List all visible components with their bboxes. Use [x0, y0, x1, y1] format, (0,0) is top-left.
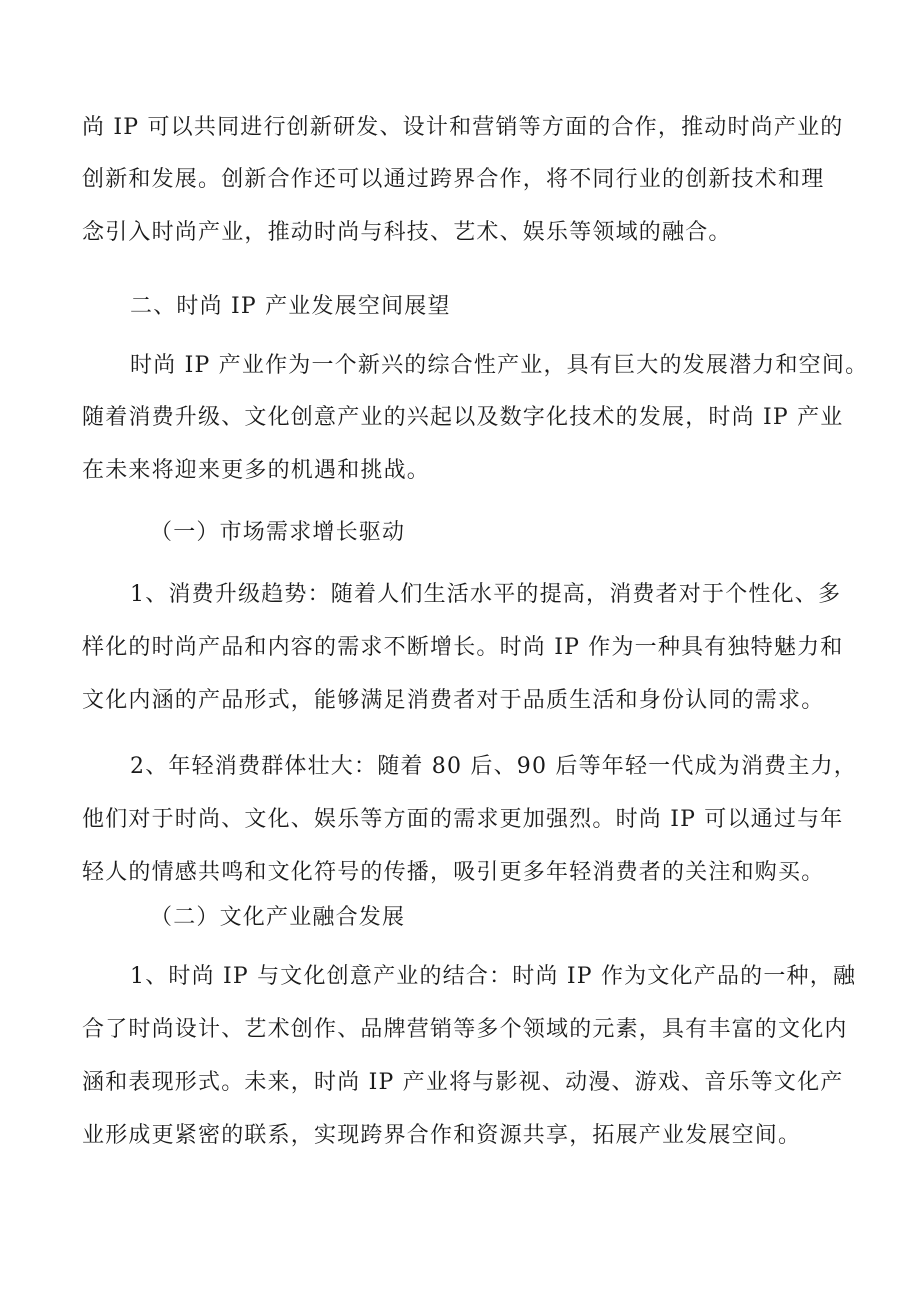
paragraph-line: 念引入时尚产业，推动时尚与科技、艺术、娱乐等领域的融合。	[82, 220, 732, 245]
paragraph-line: 轻人的情感共鸣和文化符号的传播，吸引更多年轻消费者的关注和购买。	[82, 860, 825, 885]
section-heading: 二、时尚 IP 产业发展空间展望	[130, 294, 451, 319]
paragraph-line: 1、时尚 IP 与文化创意产业的结合：时尚 IP 作为文化产品的一种，融	[130, 964, 857, 989]
paragraph-line: 时尚 IP 产业作为一个新兴的综合性产业，具有巨大的发展潜力和空间。	[130, 353, 869, 378]
paragraph-line: 涵和表现形式。未来，时尚 IP 产业将与影视、动漫、游戏、音乐等文化产	[82, 1070, 844, 1095]
subsection-heading: （一）市场需求增长驱动	[150, 520, 406, 545]
paragraph-line: 尚 IP 可以共同进行创新研发、设计和营销等方面的合作，推动时尚产业的	[82, 115, 844, 140]
paragraph-line: 样化的时尚产品和内容的需求不断增长。时尚 IP 作为一种具有独特魅力和	[82, 635, 844, 660]
paragraph-line: 业形成更紧密的联系，实现跨界合作和资源共享，拓展产业发展空间。	[82, 1123, 802, 1148]
paragraph-line: 在未来将迎来更多的机遇和挑战。	[82, 458, 431, 483]
paragraph-line: 文化内涵的产品形式，能够满足消费者对于品质生活和身份认同的需求。	[82, 688, 825, 713]
paragraph-line: 他们对于时尚、文化、娱乐等方面的需求更加强烈。时尚 IP 可以通过与年	[82, 807, 844, 832]
subsection-heading: （二）文化产业融合发展	[150, 905, 406, 930]
paragraph-line: 1、消费升级趋势：随着人们生活水平的提高，消费者对于个性化、多	[130, 582, 842, 607]
paragraph-line: 2、年轻消费群体壮大：随着 80 后、90 后等年轻一代成为消费主力，	[130, 754, 857, 779]
paragraph-line: 创新和发展。创新合作还可以通过跨界合作，将不同行业的创新技术和理	[82, 167, 825, 192]
paragraph-line: 合了时尚设计、艺术创作、品牌营销等多个领域的元素，具有丰富的文化内	[82, 1017, 848, 1042]
paragraph-line: 随着消费升级、文化创意产业的兴起以及数字化技术的发展，时尚 IP 产业	[82, 405, 844, 430]
